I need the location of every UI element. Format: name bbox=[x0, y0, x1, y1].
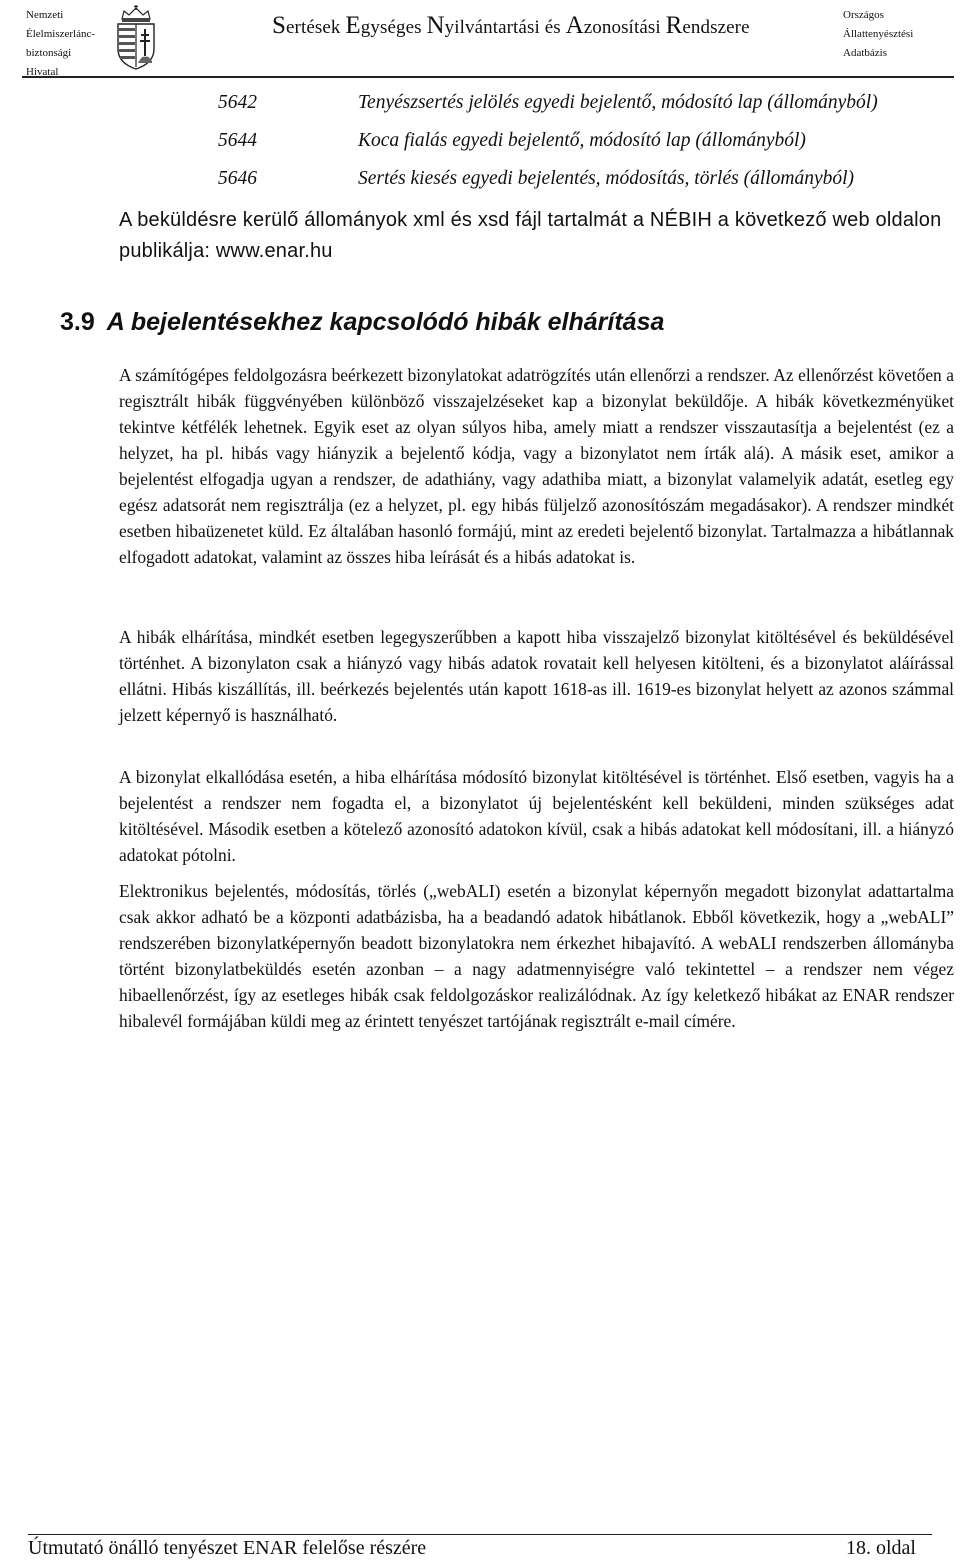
intro-paragraph: A beküldésre kerülő állományok xml és xsd fájl tartalmát a NÉBIH a következő web oldalon publikálja: www.enar.hu bbox=[119, 209, 942, 262]
page-header bbox=[0, 0, 960, 78]
section-heading bbox=[60, 308, 664, 337]
header-divider bbox=[22, 76, 954, 78]
form-description: Tenyészsertés jelölés egyedi bejelentő, módosító lap (állományból) bbox=[358, 92, 878, 113]
footer-page-number: 18. oldal bbox=[846, 1537, 916, 1559]
title-initial: R bbox=[665, 12, 683, 39]
title-initial: A bbox=[565, 12, 584, 39]
title-fragment: zonosítási bbox=[583, 17, 666, 38]
agency-line: Hivatal bbox=[26, 66, 59, 78]
title-fragment: yilvántartási és bbox=[444, 17, 566, 38]
list-item bbox=[0, 92, 960, 122]
section-title: A bejelentésekhez kapcsolódó hibák elhárítása bbox=[106, 308, 665, 336]
footer-divider bbox=[28, 1534, 932, 1535]
form-description: Koca fialás egyedi bejelentő, módosító lap (állományból) bbox=[358, 130, 806, 151]
title-initial: E bbox=[345, 12, 361, 39]
agency-line: Élelmiszerlánc- bbox=[26, 28, 96, 40]
agency-name-left bbox=[26, 6, 116, 82]
title-fragment: ertések bbox=[286, 17, 346, 38]
title-fragment: endszere bbox=[682, 17, 750, 38]
body-paragraph: Elektronikus bejelentés, módosítás, törlés („webALI) esetén a bizonylat képernyőn megadott bizonylat adattartalma csak akkor adható be a központi adatbázisba, ha a beadandó adatok hibátlanok. Ebből következik, hogy a „webALI” rendszerében bizonylatképernyőn beadott bizonylatokra nem érkezhet hibajavító. A webALI rendszerben állományba történt bizonylatbeküldés esetén azonban – a nagy adatmennyiségre való tekintettel – a rendszer nem végez hibaellenőrzést, így az esetleges hibák csak feldolgozáskor realizálódnak. Az így keletkező hibákat az ENAR rendszer hibalevél formájában küldi meg az érintett tenyészet tartójának regisztrált e-mail címére. bbox=[119, 881, 954, 1031]
agency-line: Nemzeti bbox=[26, 9, 64, 21]
list-item bbox=[0, 130, 960, 160]
database-line: Országos bbox=[843, 9, 884, 21]
form-code: 5644 bbox=[218, 130, 257, 151]
body-paragraph: A hibák elhárítása, mindkét esetben legegyszerűbben a kapott hiba visszajelző bizonylat kitöltésével és beküldésével történhet. A bizonylaton csak a hiányzó vagy hibás adatok rovatait kell helyesen kitölteni, és a bizonylatot aláírással ellátni. Hibás kiszállítás, ill. beérkezés bejelentés után kapott 1618-as ill. 1619-es bizonylat helyett az azonos számmal jelzett képernyő is használható. bbox=[119, 627, 954, 725]
body-paragraph: A számítógépes feldolgozásra beérkezett bizonylatokat adatrögzítés után ellenőrzi a rendszer. Az ellenőrzést követően a regisztrált hibák függvényében különböző visszajelzéseket kap a bizonylat beküldője. A hibák következményüket tekintve kétfélék lehetnek. Egyik eset az olyan súlyos hiba, amely miatt a rendszer visszautasítja a bejelentést (ez a helyzet, ha pl. hibás vagy hiányzik a bejelentő kódja, vagy a bizonylatot nem írták alá). A másik eset, amikor a bejelentést elfogadja ugyan a rendszer, de adathiány, vagy adathiba miatt, a bizonylat valamelyik adatát, esetleg egy egész adatsorát nem regisztrálja (ez a helyzet, pl. egy hibás füljelző azonosítószám megadásakor). A rendszer mindkét esetben hibaüzenetet küld. Ez általában hasonló formájú, mint az eredeti bejelentő bizonylat. Tartalmazza a hibátlannak elfogadott adatokat, valamint az összes hiba leírását és a hibás adatokat is. bbox=[119, 365, 954, 567]
title-fragment: gységes bbox=[360, 17, 427, 38]
coat-of-arms-icon bbox=[110, 5, 162, 71]
title-initial: S bbox=[272, 12, 287, 39]
system-title bbox=[272, 12, 750, 40]
form-description: Sertés kiesés egyedi bejelentés, módosítás, törlés (állományból) bbox=[358, 168, 855, 189]
list-item bbox=[0, 168, 960, 198]
footer-document-title: Útmutató önálló tenyészet ENAR felelőse részére bbox=[28, 1537, 427, 1559]
database-line: Állattenyésztési bbox=[843, 28, 914, 40]
form-code: 5646 bbox=[218, 168, 257, 189]
database-line: Adatbázis bbox=[843, 47, 887, 59]
section-number: 3.9 bbox=[60, 308, 95, 336]
title-initial: N bbox=[426, 12, 445, 39]
database-name-right bbox=[843, 6, 953, 63]
form-code: 5642 bbox=[218, 92, 257, 113]
body-paragraph: A bizonylat elkallódása esetén, a hiba elhárítása módosító bizonylat kitöltésével is történhet. Első esetben, vagyis ha a bejelentést a rendszer nem fogadta el, a bizonylatot új bejelentésként kell beküldeni, minden szükséges adat kitöltésével. Második esetben a kötelező azonosító adatokon kívül, csak a hibás adatokat kell módosítani, ill. a hiányzó adatokat pótolni. bbox=[119, 767, 954, 865]
agency-line: biztonsági bbox=[26, 47, 72, 59]
